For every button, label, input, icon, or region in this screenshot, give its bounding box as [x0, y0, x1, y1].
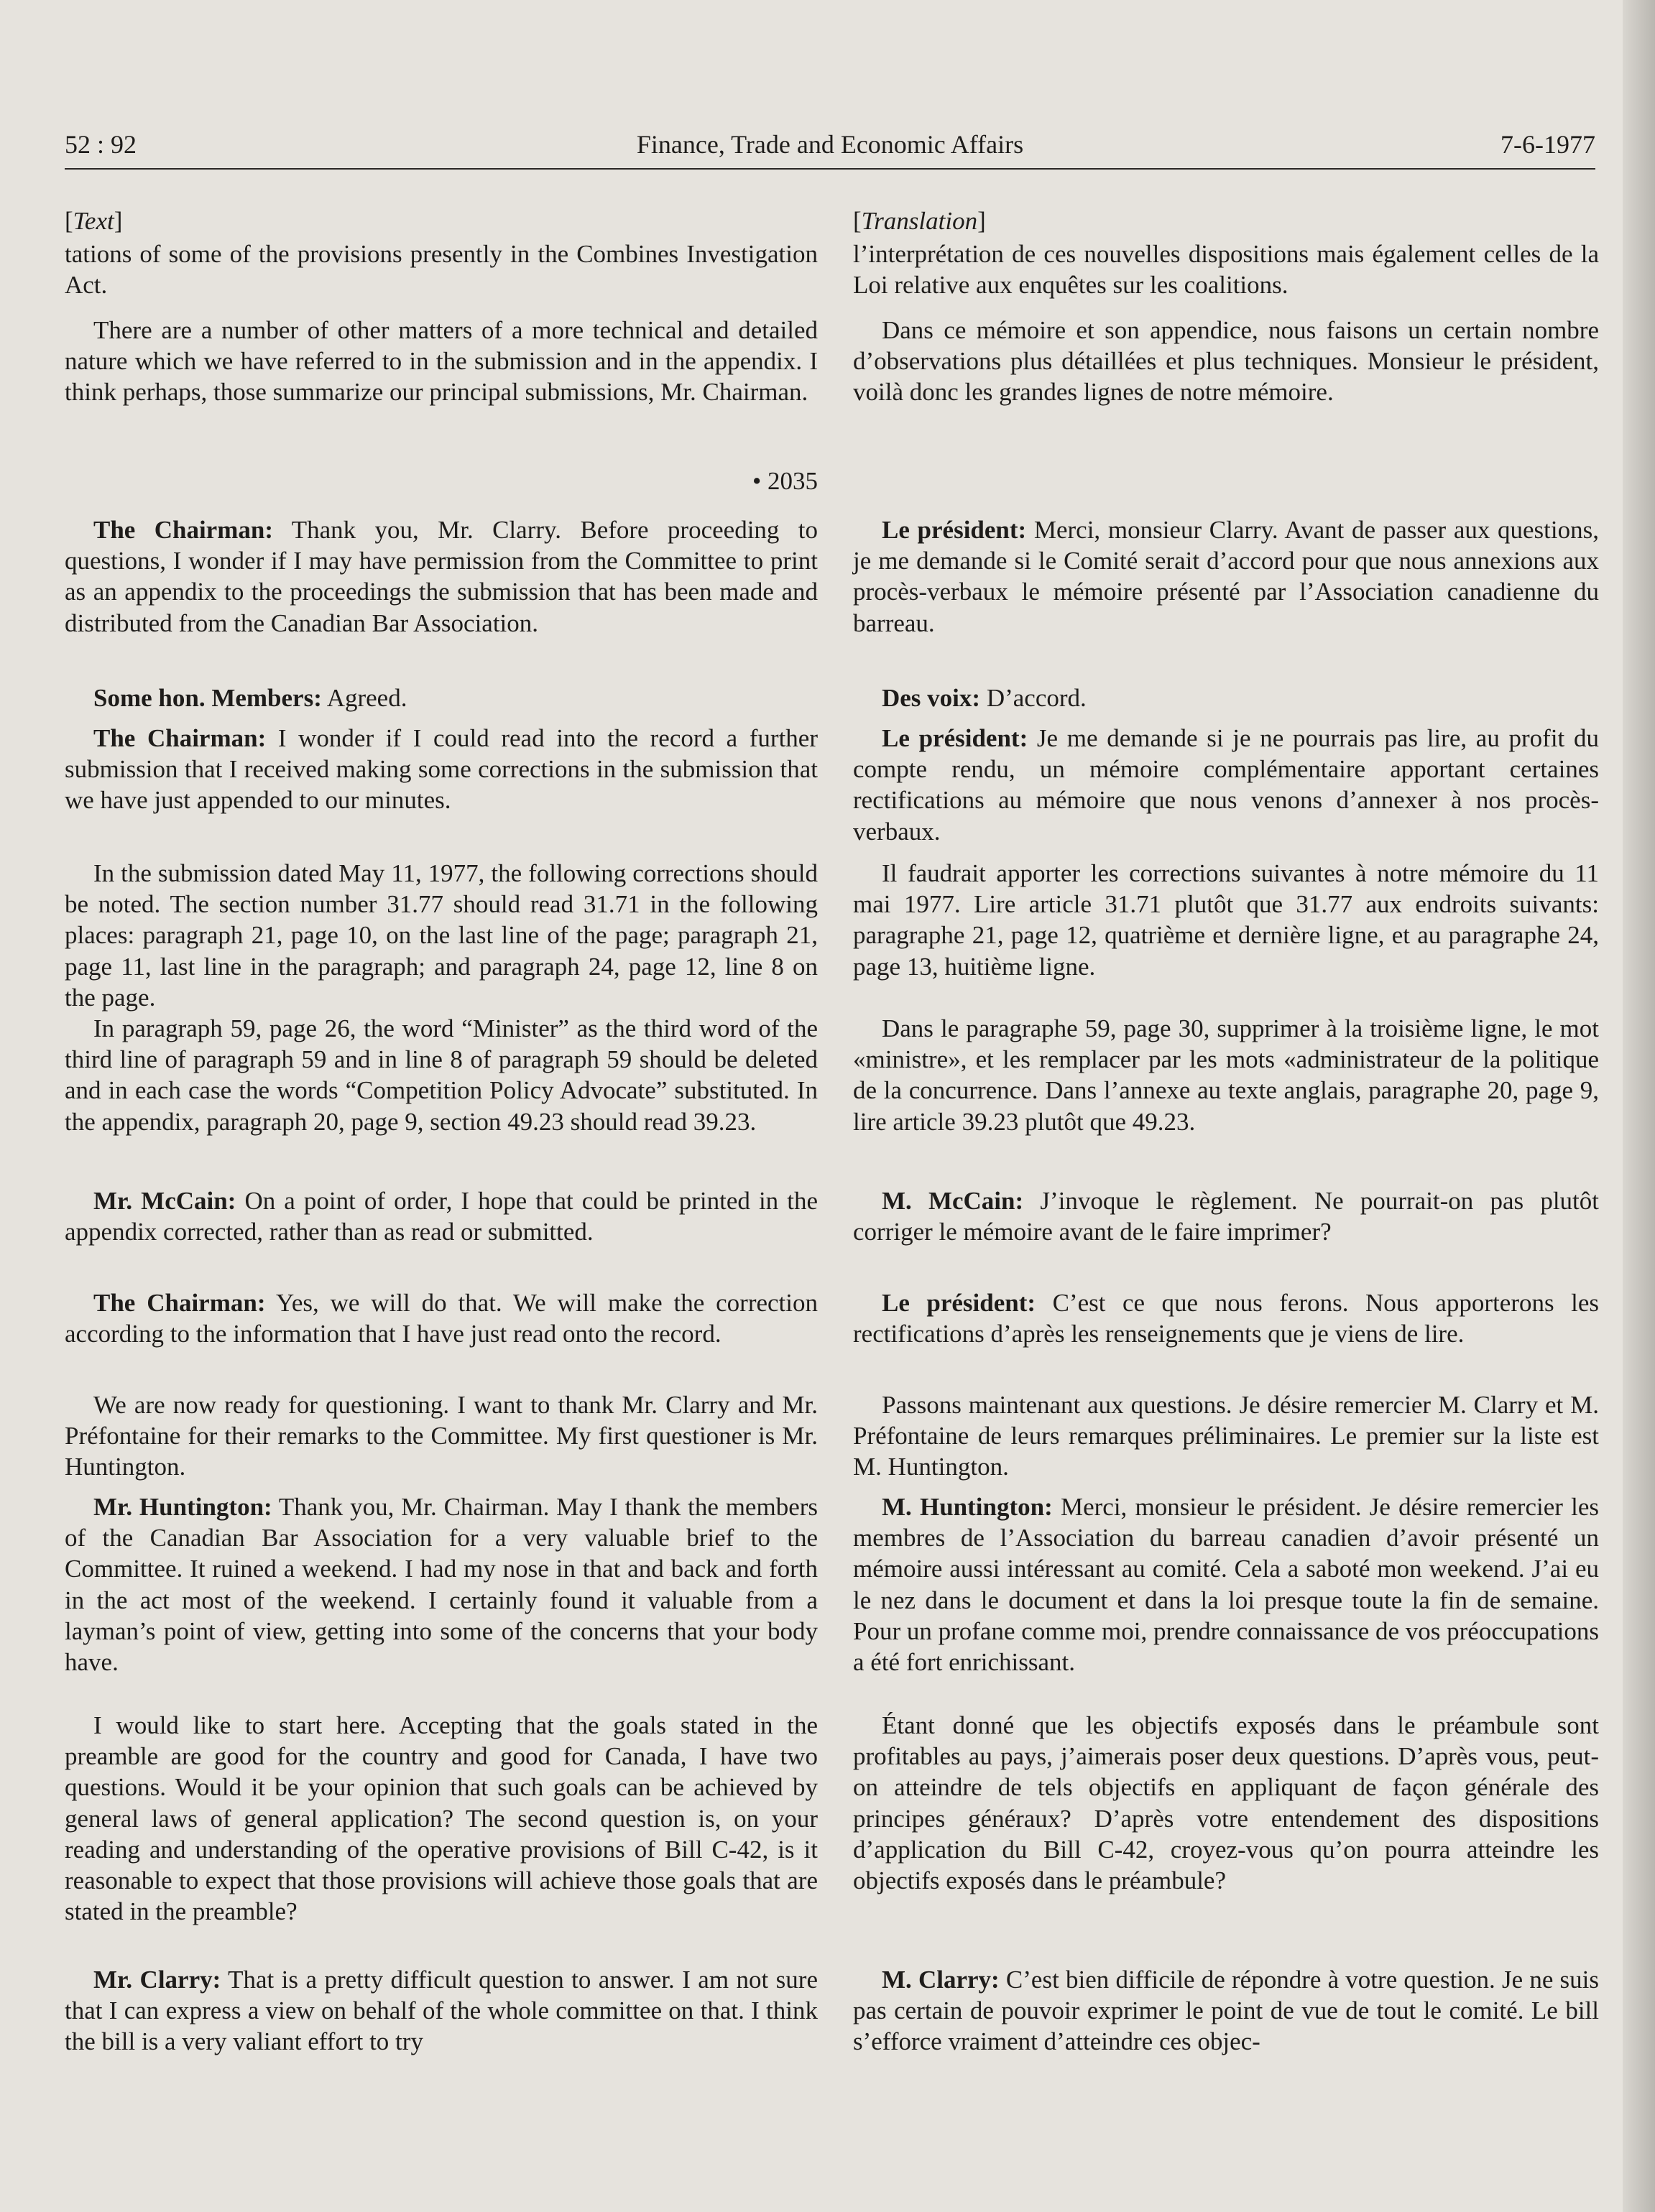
- speaker-name: Some hon. Members:: [93, 684, 322, 712]
- page-number: 52 : 92: [65, 130, 137, 159]
- speaker-name: Mr. McCain:: [93, 1187, 236, 1215]
- speaker-paragraph: M. Huntington: Merci, monsieur le président. Je désire remercier les membres de l’Association du barreau canadien d’avoir présenté un mémoire aussi intéressant au comité. Cela a saboté mon weekend. J’ai eu le nez dans le document et dans la loi presque toute la fin de semaine. Pour un profane comme moi, prendre connaissance de vos préoccupations a été fort enrichissant.: [853, 1493, 1600, 1677]
- paragraph: In paragraph 59, page 26, the word “Minister” as the third word of the third line of paragraph 59 and in line 8 of paragraph 59 should be deleted and in each case the words “Competition Policy Advocate” substituted. In the appendix, paragraph 20, page 9, section 49.23 should read 39.23.: [65, 1014, 818, 1136]
- paragraph: Dans ce mémoire et son appendice, nous faisons un certain nombre d’observations plus détaillées et plus techniques. Monsieur le président, voilà donc les grandes lignes de notre mémoire.: [853, 316, 1599, 407]
- paragraph: There are a number of other matters of a more technical and detailed nature which we have referred to in the submission and in the appendix. I think perhaps, those summarize our principal submissions, Mr. Chairman.: [65, 316, 818, 407]
- speaker-paragraph: Mr. Clarry: That is a pretty difficult question to answer. I am not sure that I can express a view on behalf of the whole committee on that. I think the bill is a very valiant effort to try: [65, 1966, 818, 2056]
- paragraph: We are now ready for questioning. I want to thank Mr. Clarry and Mr. Préfontaine for their remarks to the Committee. My first questioner is Mr. Huntington.: [65, 1391, 818, 1481]
- speaker-name: The Chairman:: [93, 1289, 266, 1317]
- speaker-paragraph: Le président: Merci, monsieur Clarry. Avant de passer aux questions, je me demande si le Comité serait d’accord pour que nous annexions aux procès-verbaux le mémoire présenté par l’Association canadienne du barreau.: [853, 516, 1599, 637]
- speaker-paragraph: Le président: Je me demande si je ne pourrais pas lire, au profit du compte rendu, un mémoire complémentaire apportant certaines rectifications au mémoire que nous venons d’annexer à nos procès-verbaux.: [853, 724, 1599, 846]
- speaker-name: The Chairman:: [93, 516, 273, 544]
- timestamp: • 2035: [752, 467, 818, 495]
- speaker-paragraph: The Chairman: I wonder if I could read into the record a further submission that I received making some corrections in the submission that we have just appended to our minutes.: [65, 724, 818, 815]
- paragraph: tations of some of the provisions presently in the Combines Investigation Act.: [65, 240, 818, 300]
- speaker-name: Mr. Clarry:: [93, 1966, 221, 1994]
- publication-title: Finance, Trade and Economic Affairs: [636, 130, 1024, 159]
- speaker-paragraph: Some hon. Members: Agreed.: [93, 684, 407, 712]
- page-edge-shadow: [1623, 0, 1655, 2212]
- paragraph: Passons maintenant aux questions. Je désire remercier M. Clarry et M. Préfontaine de leurs remarques préliminaires. Le premier sur la liste est M. Huntington.: [853, 1391, 1599, 1481]
- speaker-name: Des voix:: [882, 684, 981, 712]
- speaker-name: The Chairman:: [93, 724, 267, 752]
- paragraph: Dans le paragraphe 59, page 30, supprimer à la troisième ligne, le mot «ministre», et les remplacer par les mots «administrateur de la politique de la concurrence. Dans l’annexe au texte anglais, paragraphe 20, page 9, lire article 39.23 plutôt que 49.23.: [853, 1014, 1599, 1136]
- speaker-paragraph: M. Clarry: C’est bien difficile de répondre à votre question. Je ne suis pas certain de pouvoir exprimer le point de vue de tout le comité. Le bill s’efforce vraiment d’atteindre ces objec-: [853, 1966, 1600, 2056]
- column-label-translation: [Translation]: [853, 207, 986, 235]
- speaker-paragraph: Mr. McCain: On a point of order, I hope that could be printed in the appendix corrected, rather than as read or submitted.: [65, 1187, 818, 1246]
- speaker-name: Le président:: [882, 724, 1028, 752]
- paragraph: In the submission dated May 11, 1977, the following corrections should be noted. The section number 31.77 should read 31.71 in the following places: paragraph 21, page 10, on the last line of the page; paragraph 21, page 11, last line in the paragraph; and paragraph 24, page 12, line 8 on the page.: [65, 859, 818, 1012]
- speaker-paragraph: Des voix: D’accord.: [882, 684, 1087, 712]
- speaker-paragraph: M. McCain: J’invoque le règlement. Ne pourrait-on pas plutôt corriger le mémoire avant de le faire imprimer?: [853, 1187, 1599, 1246]
- speaker-name: Mr. Huntington:: [93, 1493, 272, 1521]
- speaker-paragraph: Mr. Huntington: Thank you, Mr. Chairman. May I thank the members of the Canadian Bar Association for a very valuable brief to the Committee. It ruined a weekend. I had my nose in that and back and forth in the act most of the weekend. I certainly found it valuable from a layman’s point of view, getting into some of the concerns that your body have.: [65, 1493, 819, 1677]
- paragraph: Étant donné que les objectifs exposés dans le préambule sont profitables au pays, j’aimerais poser deux questions. D’après vous, peut-on atteindre de tels objectifs en appliquant de façon générale des principes généraux? D’après votre entendement des dispositions d’application du Bill C-42, croyez-vous qu’on pourra atteindre les objectifs exposés dans le préambule?: [853, 1711, 1599, 1895]
- speaker-name: Le président:: [882, 516, 1027, 544]
- speaker-paragraph: Le président: C’est ce que nous ferons. Nous apporterons les rectifications d’après les renseignements que je viens de lire.: [853, 1289, 1599, 1348]
- paragraph: I would like to start here. Accepting that the goals stated in the preamble are good for the country and good for Canada, I have two questions. Would it be your opinion that such goals can be achieved by general laws of general application? The second question is, on your reading and understanding of the operative provisions of Bill C-42, is it reasonable to expect that those provisions will achieve those goals that are stated in the preamble?: [65, 1711, 818, 1926]
- column-label-text: [Text]: [65, 207, 123, 235]
- paragraph: Il faudrait apporter les corrections suivantes à notre mémoire du 11 mai 1977. Lire article 31.71 plutôt que 31.77 aux endroits suivants: paragraphe 21, page 12, quatrième et dernière ligne, et au paragraphe 24, page 13, huitième ligne.: [853, 859, 1599, 981]
- paragraph: l’interprétation de ces nouvelles dispositions mais également celles de la Loi relative aux enquêtes sur les coalitions.: [853, 240, 1599, 300]
- speaker-paragraph: The Chairman: Thank you, Mr. Clarry. Before proceeding to questions, I wonder if I may have permission from the Committee to print as an appendix to the proceedings the submission that has been made and distributed from the Canadian Bar Association.: [65, 516, 819, 637]
- speaker-name: M. McCain:: [882, 1187, 1024, 1215]
- speaker-paragraph: The Chairman: Yes, we will do that. We will make the correction according to the information that I have just read onto the record.: [65, 1289, 818, 1348]
- speaker-name: M. Huntington:: [882, 1493, 1053, 1521]
- speaker-name: Le président:: [882, 1289, 1036, 1317]
- header-date: 7-6-1977: [1500, 130, 1595, 159]
- speaker-name: M. Clarry:: [882, 1966, 1000, 1994]
- running-header: [65, 128, 1595, 170]
